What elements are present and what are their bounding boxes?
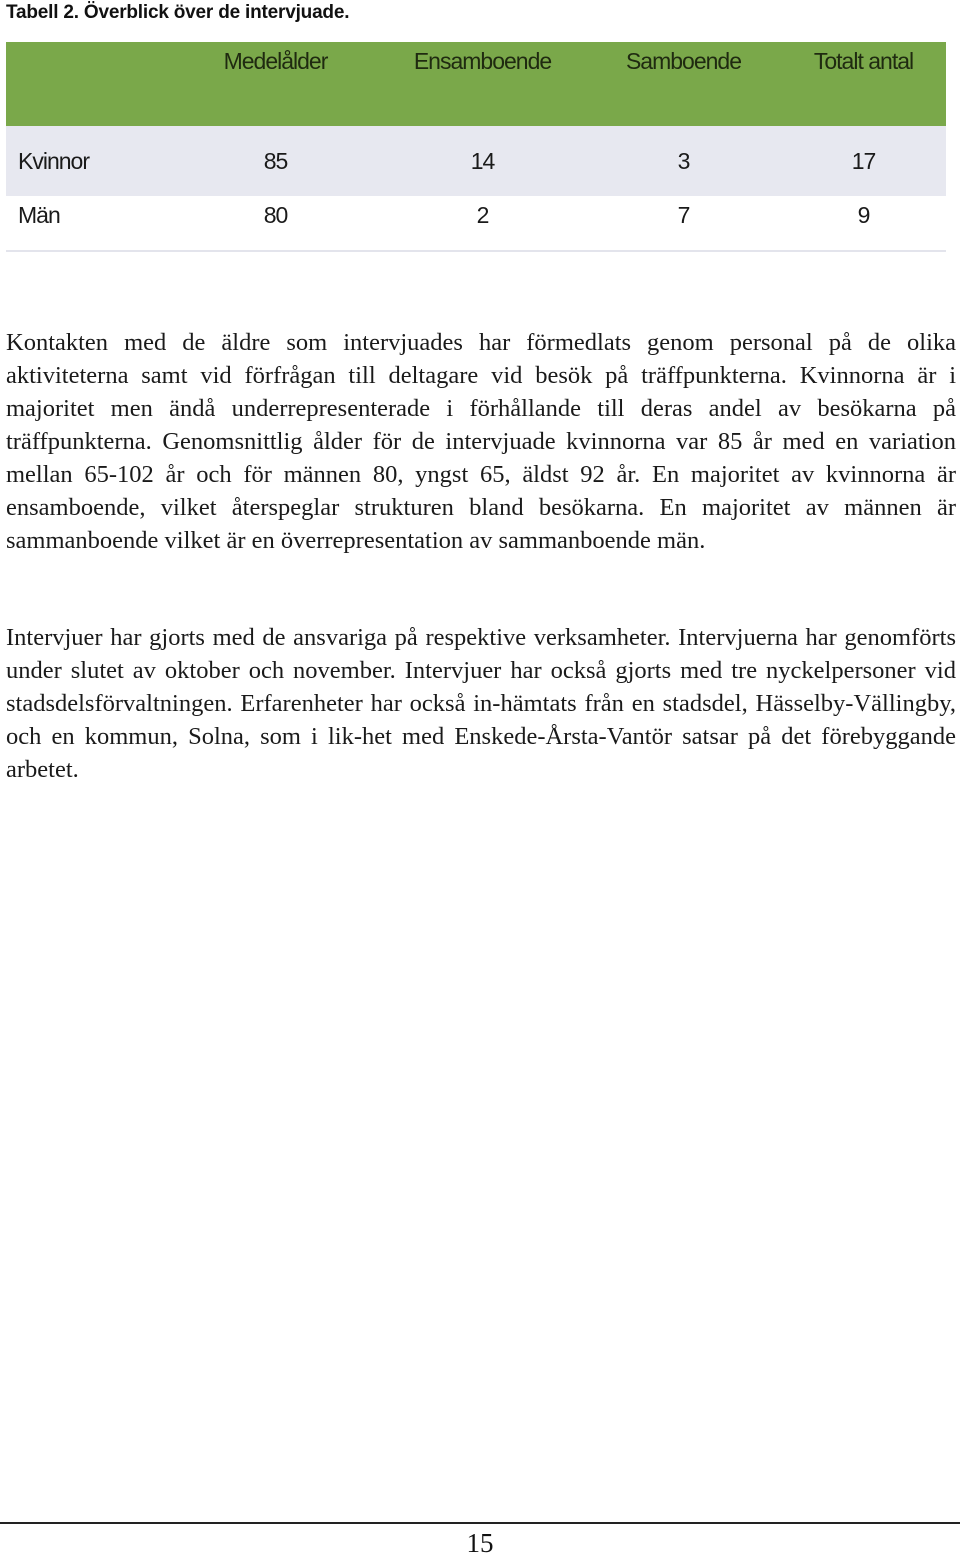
table-cell: 85 — [263, 147, 288, 174]
table-cell: 2 — [476, 202, 489, 228]
row-label-men: Män — [18, 202, 60, 228]
header-cell-empty — [6, 42, 172, 126]
header-cell-total: Totalt antal — [813, 48, 914, 74]
paragraph-interviews: Intervjuer har gjorts med de ansvariga på respektive verksamheter. Intervjuerna har genomförts under slutet av oktober och november. Intervjuer har också gjorts med tre nyckelpersoner vid stadsdelsförvaltningen. Erfarenheter har också in-hämtats från en stadsdel, Hässelby-Vällingby, och en kommun, Solna, som i lik-het med Enskede-Årsta-Vantör satsar på det förebyggande arbetet. — [6, 624, 956, 783]
table-cell: 14 — [470, 147, 495, 174]
table-cell: 17 — [851, 147, 876, 174]
header-cell-cohabiting: Samboende — [625, 48, 742, 74]
table-header-row — [6, 42, 946, 126]
interviewees-table — [6, 42, 946, 252]
footer-divider — [0, 1522, 960, 1524]
paragraph-contact: Kontakten med de äldre som intervjuades har förmedlats genom personal på de olika aktiviteterna samt vid förfrågan till deltagare vid besök på träffpunkterna. Kvinnorna är i majoritet men ändå underrepresenterade i förhållande till deras andel av besökarna på träffpunkterna. Genomsnittlig ålder för de intervjuade kvinnorna var 85 år med en variation mellan 65-102 år och för männen 80, yngst 65, äldst 92 år. En majoritet av kvinnorna är ensamboende, vilket återspeglar strukturen bland besökarna. En majoritet av männen är sammanboende vilket är en överrepresentation av sammanboende män. — [6, 329, 956, 554]
page-number: 15 — [466, 1528, 494, 1558]
table-row — [6, 126, 946, 196]
header-cell-average-age: Medelålder — [223, 48, 328, 74]
table-cell: 3 — [677, 147, 690, 174]
table-caption: Tabell 2. Överblick över de intervjuade. — [6, 2, 350, 23]
table-cell: 80 — [263, 202, 288, 228]
header-cell-living-alone: Ensamboende — [413, 48, 552, 74]
row-label-women: Kvinnor — [18, 147, 89, 174]
table-cell: 7 — [677, 202, 690, 228]
table-row — [6, 196, 946, 251]
table-cell: 9 — [857, 202, 870, 228]
